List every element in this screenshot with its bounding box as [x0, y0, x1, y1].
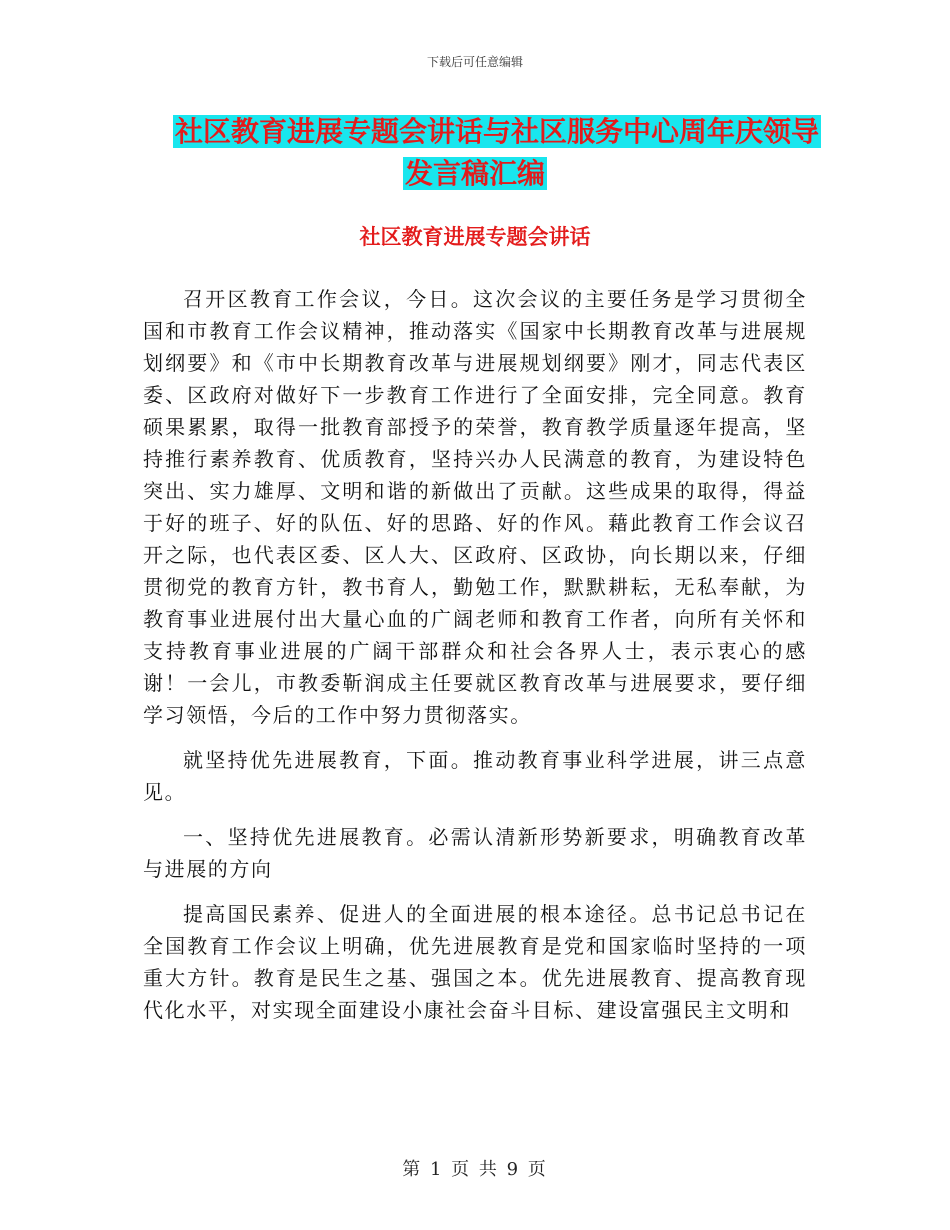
document-title-line-2 [0, 152, 950, 196]
document-body [143, 283, 807, 1039]
paragraph-4: 提高国民素养、促进人的全面进展的根本途径。总书记总书记在全国教育工作会议上明确，优先进展教育是党和国家临时坚持的一项重大方针。教育是民生之基、强国之本。优先进展教育、提高教育现代化水平，对实现全面建设小康社会奋斗目标、建设富强民主文明和 [143, 902, 807, 1022]
section-title: 社区教育进展专题会讲话 [359, 225, 591, 249]
document-title-line-1 [22, 110, 950, 154]
paragraph-1: 召开区教育工作会议，今日。这次会议的主要任务是学习贯彻全国和市教育工作会议精神，推动落实《国家中长期教育改革与进展规划纲要》和《市中长期教育改革与进展规划纲要》刚才，同志代表区委、区政府对做好下一步教育工作进行了全面安排，完全同意。教育硕果累累，取得一批教育部授予的荣誉，教育教学质量逐年提高，坚持推行素养教育、优质教育，坚持兴办人民满意的教育，为建设特色突出、实力雄厚、文明和谐的新做出了贡献。这些成果的取得，得益于好的班子、好的队伍、好的思路、好的作风。藉此教育工作会议召开之际，也代表区委、区人大、区政府、区政协，向长期以来，仔细贯彻党的教育方针，教书育人，勤勉工作，默默耕耘，无私奉献，为教育事业进展付出大量心血的广阔老师和教育工作者，向所有关怀和支持教育事业进展的广阔干部群众和社会各界人士，表示衷心的感谢！一会儿，市教委靳润成主任要就区教育改革与进展要求，要仔细学习领悟，今后的工作中努力贯彻落实。 [143, 287, 807, 727]
document-title-line-1-text: 社区教育进展专题会讲话与社区服务中心周年庆领导 [174, 115, 819, 148]
paragraph-3: 一、坚持优先进展教育。必需认清新形势新要求，明确教育改革与进展的方向 [143, 825, 807, 881]
document-title-line-2-text: 发言稿汇编 [404, 157, 545, 190]
page-footer: 第 1 页 共 9 页 [402, 1159, 548, 1180]
header-note: 下载后可任意编辑 [426, 55, 523, 69]
paragraph-2: 就坚持优先进展教育，下面。推动教育事业科学进展，讲三点意见。 [143, 748, 807, 804]
